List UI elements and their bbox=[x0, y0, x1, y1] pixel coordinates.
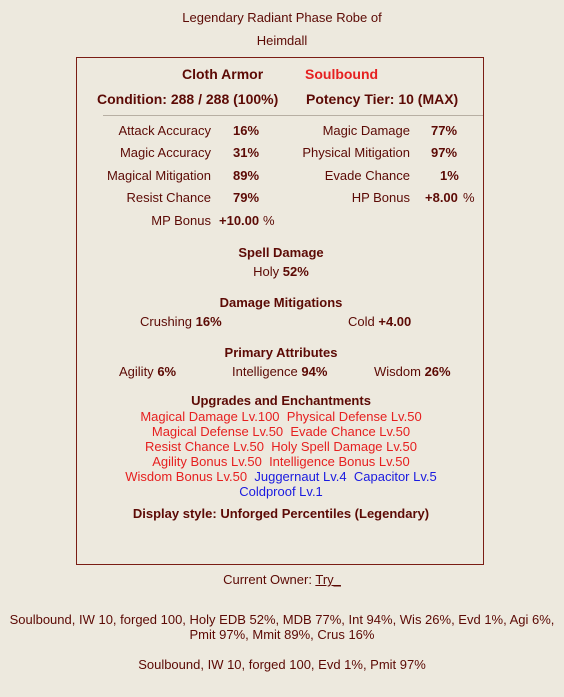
stat-label: Magic Damage bbox=[322, 123, 410, 138]
enchant-item: Coldproof Lv.1 bbox=[239, 484, 323, 499]
damage-mitigations-heading: Damage Mitigations bbox=[219, 295, 343, 310]
upgrades-heading: Upgrades and Enchantments bbox=[191, 393, 371, 408]
stat-value: 16% bbox=[233, 123, 260, 138]
upgrade-item: Physical Defense Lv.50 bbox=[286, 409, 422, 424]
attribute-value: 94% bbox=[301, 364, 328, 379]
mitigation-value: +4.00 bbox=[378, 314, 412, 329]
upgrade-item: Evade Chance Lv.50 bbox=[290, 424, 411, 439]
upgrades-line bbox=[77, 454, 485, 469]
upgrade-item: Intelligence Bonus Lv.50 bbox=[269, 454, 410, 469]
stat-label: Resist Chance bbox=[126, 190, 211, 205]
item-title-line1: Legendary Radiant Phase Robe of bbox=[182, 10, 382, 25]
stat-label: Attack Accuracy bbox=[118, 123, 211, 138]
potency-tier: Potency Tier: 10 (MAX) bbox=[306, 91, 459, 107]
upgrade-item: Magical Defense Lv.50 bbox=[151, 424, 284, 439]
spell-damage-value: 52% bbox=[282, 264, 309, 279]
divider bbox=[103, 115, 483, 116]
stat-value: 77% bbox=[431, 123, 458, 138]
spell-damage-label: Holy bbox=[253, 264, 280, 279]
attribute-label: Wisdom bbox=[374, 364, 421, 379]
stat-value: 79% bbox=[233, 190, 260, 205]
summary-line-2: Pmit 97%, Mmit 89%, Crus 16% bbox=[189, 627, 375, 642]
stat-value: 89% bbox=[233, 168, 260, 183]
upgrade-item: Holy Spell Damage Lv.50 bbox=[271, 439, 417, 454]
enchant-item: Juggernaut Lv.4 bbox=[254, 469, 347, 484]
upgrade-item: Wisdom Bonus Lv.50 bbox=[125, 469, 248, 484]
upgrades-line bbox=[77, 424, 485, 439]
mitigation-crushing bbox=[140, 314, 222, 329]
stat-label: Magic Accuracy bbox=[119, 145, 211, 160]
upgrade-item: Magical Damage Lv.100 bbox=[140, 409, 280, 424]
stat-label: MP Bonus bbox=[151, 213, 211, 228]
stat-value: 31% bbox=[233, 145, 260, 160]
stat-label: Physical Mitigation bbox=[302, 145, 410, 160]
stat-label: Magical Mitigation bbox=[106, 168, 211, 183]
current-owner bbox=[0, 572, 564, 587]
primary-attributes-heading: Primary Attributes bbox=[224, 345, 338, 360]
attribute-agility bbox=[119, 364, 176, 379]
summary-line-3: Soulbound, IW 10, forged 100, Evd 1%, Pmit 97% bbox=[138, 657, 426, 672]
upgrades-line bbox=[77, 409, 485, 424]
soulbound-badge: Soulbound bbox=[305, 66, 379, 82]
owner-link[interactable]: Try_ bbox=[315, 572, 341, 587]
display-style: Display style: Unforged Percentiles (Legendary) bbox=[132, 506, 430, 521]
attribute-label: Agility bbox=[119, 364, 154, 379]
upgrade-item: Agility Bonus Lv.50 bbox=[152, 454, 262, 469]
attribute-intelligence bbox=[232, 364, 327, 379]
attribute-wisdom bbox=[374, 364, 451, 379]
owner-label: Current Owner: bbox=[223, 572, 312, 587]
attribute-value: 6% bbox=[157, 364, 177, 379]
mitigation-value: 16% bbox=[195, 314, 222, 329]
spell-damage-line bbox=[77, 264, 485, 280]
condition-text: Condition: 288 / 288 (100%) bbox=[97, 91, 279, 107]
stat-row bbox=[77, 168, 485, 184]
upgrades-line bbox=[77, 469, 485, 484]
summary-line-1: Soulbound, IW 10, forged 100, Holy EDB 52%, MDB 77%, Int 94%, Wis 26%, Evd 1%, Agi 6%, bbox=[9, 612, 555, 627]
attribute-label: Intelligence bbox=[232, 364, 298, 379]
stat-row bbox=[77, 145, 485, 161]
mitigation-cold bbox=[348, 314, 411, 329]
stat-value: 97% bbox=[431, 145, 458, 160]
stat-value: +10.00 bbox=[219, 213, 260, 228]
upgrade-item: Resist Chance Lv.50 bbox=[145, 439, 265, 454]
enchant-item: Capacitor Lv.5 bbox=[353, 469, 437, 484]
stat-unit: % bbox=[263, 213, 275, 228]
spell-damage-heading: Spell Damage bbox=[238, 245, 324, 260]
mitigation-label: Crushing bbox=[140, 314, 193, 329]
item-title-line2: Heimdall bbox=[256, 33, 308, 48]
stat-row bbox=[77, 190, 485, 206]
item-type: Cloth Armor bbox=[182, 66, 264, 82]
stat-value: 1% bbox=[440, 168, 459, 183]
stat-row bbox=[77, 213, 485, 229]
mitigation-label: Cold bbox=[348, 314, 375, 329]
attribute-value: 26% bbox=[424, 364, 451, 379]
stat-unit: % bbox=[463, 190, 475, 205]
upgrades-line bbox=[77, 439, 485, 454]
item-stats-panel bbox=[76, 57, 484, 565]
stat-label: Evade Chance bbox=[324, 168, 410, 183]
stat-label: HP Bonus bbox=[351, 190, 410, 205]
upgrades-line bbox=[77, 484, 485, 499]
stat-value: +8.00 bbox=[425, 190, 458, 205]
stat-row bbox=[77, 123, 485, 139]
